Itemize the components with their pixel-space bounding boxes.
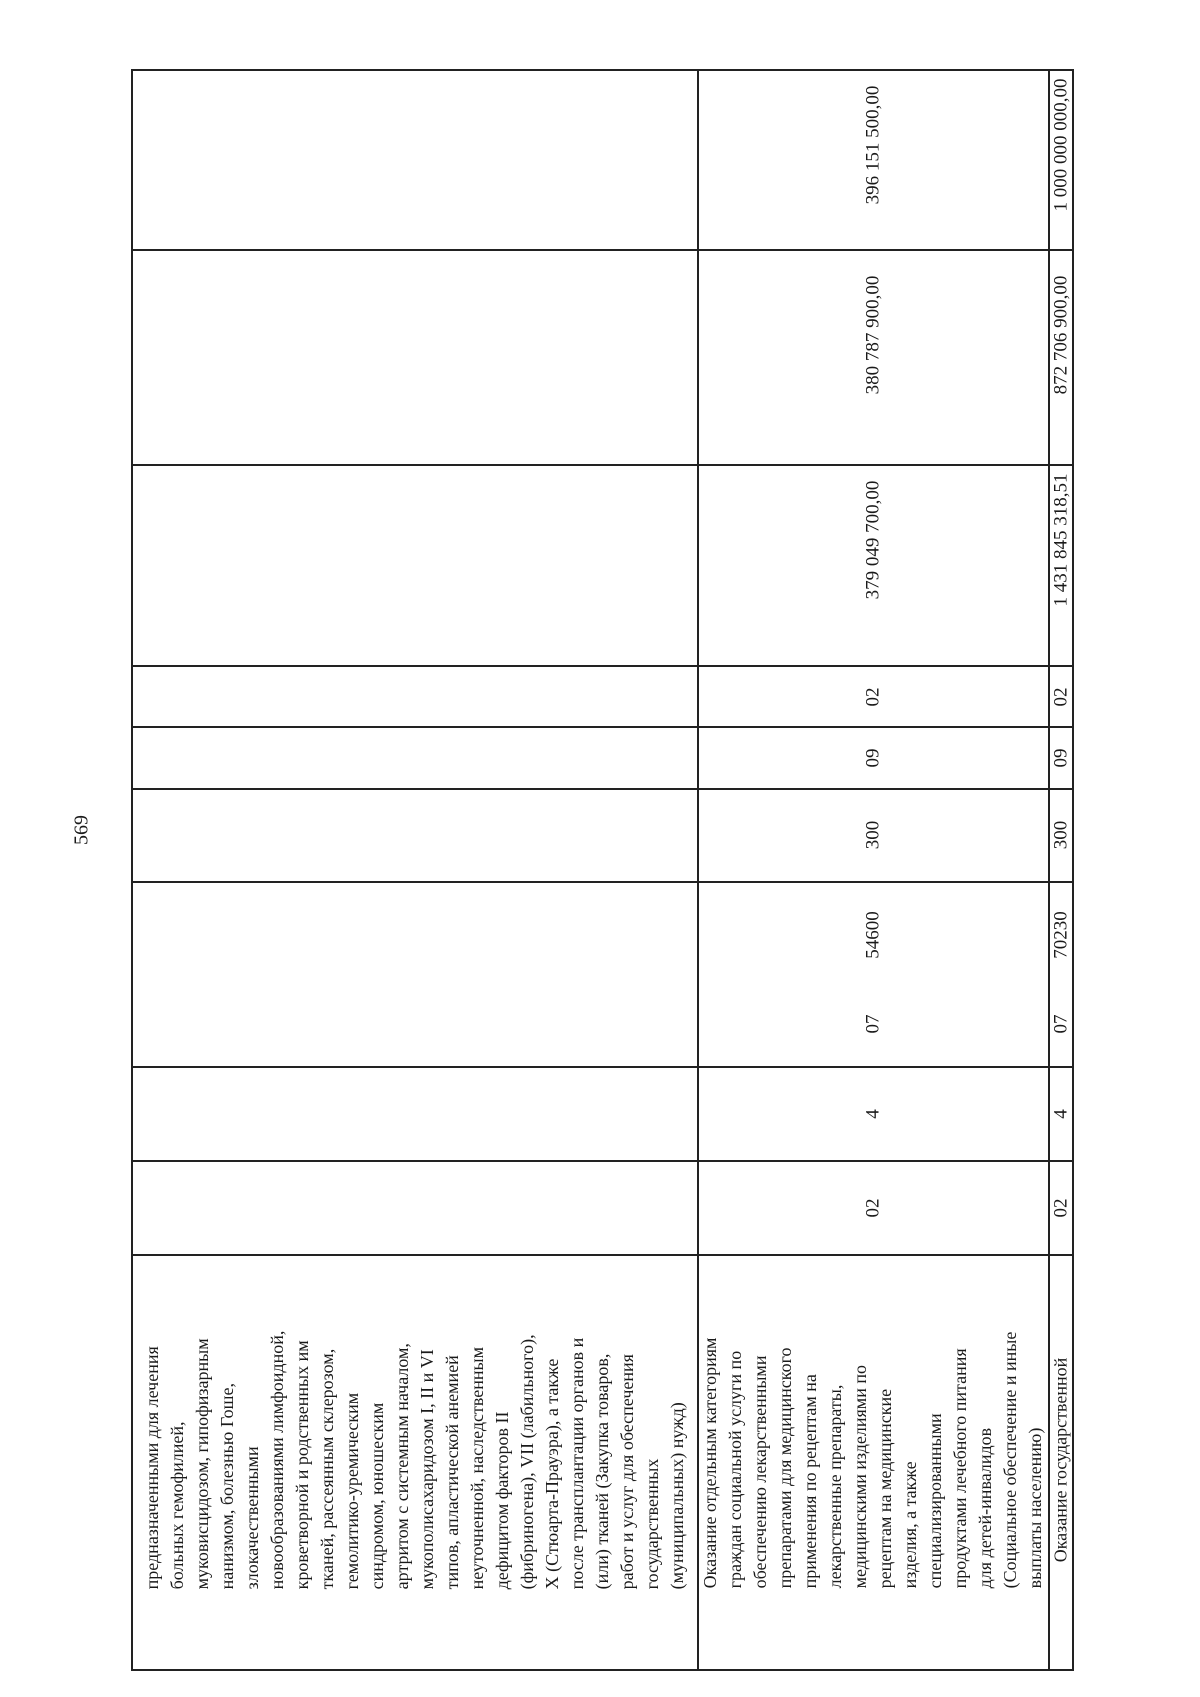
description-line: мукополисахаридозом I, II и VI [417,1349,437,1590]
description-line: препаратами для медицинского [775,1347,795,1589]
description-line: (Социальное обеспечение и иные [1000,1331,1020,1589]
description-line: кроветворной и родственных им [292,1340,312,1590]
row-1-code-3: 07 [862,1014,884,1034]
row-2-code-1: 02 [1050,1198,1072,1218]
row-1-code-6: 09 [862,748,884,768]
description-line: изделия, а также [900,1461,920,1589]
description-line: продуктами лечебного питания [950,1348,970,1589]
description-line: неуточненной, наследственным [467,1346,487,1590]
description-line: после трансплантации органов и [567,1337,587,1590]
description-line: государственных [642,1458,662,1590]
row-2-description [1049,1358,1074,1563]
description-line: больных гемофилией, [167,1421,187,1590]
row-0-description [140,1331,690,1590]
row-2-code-2: 4 [1050,1109,1072,1119]
description-line: предназначенными для лечения [142,1346,162,1590]
description-line: Оказание государственной [1050,1357,1071,1563]
description-line: Оказание отдельным категориям [700,1337,720,1589]
description-line: обеспечению лекарственными [750,1355,770,1589]
description-line: муковисцидозом, гипофизарным [192,1338,212,1590]
description-line: тканей, рассеянным склерозом, [317,1348,337,1590]
description-line: граждан социальной услуги по [725,1350,745,1589]
row-1-code-4: 54600 [862,911,884,959]
description-line: рецептам на медицинские [875,1388,895,1589]
description-line: выплаты населению) [1025,1427,1045,1589]
row-2-amount-3: 1 000 000 000,00 [1050,78,1072,212]
row-1-description [698,1332,1048,1589]
description-line: (муниципальных) нужд) [667,1402,687,1590]
row-2-code-3: 07 [1050,1014,1072,1034]
row-2-code-6: 09 [1050,748,1072,768]
row-1-code-1: 02 [862,1198,884,1218]
row-1-code-2: 4 [862,1109,884,1119]
description-line: медицинскими изделиями по [850,1365,870,1589]
description-line: злокачественными [242,1446,262,1590]
description-line: дефицитом факторов II [492,1411,512,1590]
description-line: нанизмом, болезнью Гоше, [217,1382,237,1590]
row-1-amount-2: 380 787 900,00 [862,275,884,395]
description-line: синдромом, юношеским [367,1402,387,1590]
description-line: работ и услуг для обеспечения [617,1354,637,1590]
description-line: (или) тканей (Закупка товаров, [592,1353,612,1590]
description-line: типов, апластической анемией [442,1355,462,1590]
description-line: (фибриногена), VII (лабильного), [517,1334,537,1590]
row-2-code-4: 70230 [1050,911,1072,959]
row-2-code-7: 02 [1050,687,1072,707]
description-line: применения по рецептам на [800,1374,820,1589]
row-2-code-5: 300 [1050,820,1072,850]
row-2-amount-2: 872 706 900,00 [1050,275,1072,395]
description-line: гемолитико-уремическим [342,1392,362,1590]
row-1-amount-1: 379 049 700,00 [862,480,884,600]
page-number: 569 [70,815,93,845]
description-line: лекарственные препараты, [825,1384,845,1589]
description-line: новообразованиями лимфоидной, [267,1330,287,1590]
row-1-amount-3: 396 151 500,00 [862,85,884,205]
row-1-code-7: 02 [862,687,884,707]
row-1-code-5: 300 [862,820,884,850]
description-line: артритом с системным началом, [392,1343,412,1590]
row-2-amount-1: 1 431 845 318,51 [1050,473,1072,607]
description-line: X (Стюарта-Прауэра), а также [542,1358,562,1590]
description-line: для детей-инвалидов [975,1427,995,1589]
description-line: специализированными [925,1413,945,1589]
